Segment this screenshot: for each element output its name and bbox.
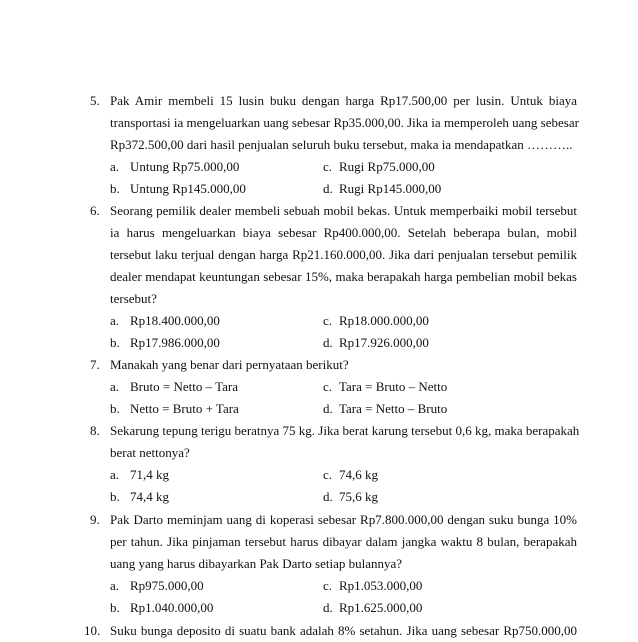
question-text-line: berat nettonya? [110, 445, 190, 460]
option-d: d. Tara = Netto – Bruto [323, 401, 448, 416]
question-text-line: Pak Darto meminjam uang di koperasi sebesar Rp7.800.000,00 dengan suku bunga 10% [110, 512, 577, 527]
option-d: d. Rugi Rp145.000,00 [323, 181, 442, 196]
question-text-line: Pak Amir membeli 15 lusin buku dengan harga Rp17.500,00 per lusin. Untuk biaya [110, 93, 577, 108]
option-b: b. Netto = Bruto + Tara [110, 401, 239, 416]
option-a: a. Untung Rp75.000,00 [110, 159, 240, 174]
question-text-line: tersebut laku terjual dengan harga Rp21.160.000,00. Jika dari penjualan tersebut pemilik [110, 247, 577, 262]
question-text-line: Suku bunga deposito di suatu bank adalah 8% setahun. Jika uang sebesar Rp750.000,00 [110, 623, 577, 638]
question-text-line: ia harus mengeluarkan biaya sebesar Rp400.000,00. Setelah beberapa bulan, mobil [110, 225, 577, 240]
question-number: 9. [90, 512, 100, 527]
option-a: a. Rp975.000,00 [110, 578, 204, 593]
option-d: d. 75,6 kg [323, 489, 378, 504]
option-b: b. Untung Rp145.000,00 [110, 181, 246, 196]
option-c: c. Rp1.053.000,00 [323, 578, 423, 593]
option-a: a. 71,4 kg [110, 467, 169, 482]
question-text-line: Seorang pemilik dealer membeli sebuah mobil bekas. Untuk memperbaiki mobil tersebut [110, 203, 577, 218]
question-text-line: transportasi ia mengeluarkan uang sebesar Rp35.000,00. Jika ia memperoleh uang sebesar [110, 115, 579, 130]
question-text-line: Manakah yang benar dari pernyataan berikut? [110, 357, 349, 372]
question-number: 10. [84, 623, 101, 638]
question-text-line: dealer mendapat keuntungan sebesar 15%, maka berapakah harga pembelian mobil bekas [110, 269, 577, 284]
option-c: c. Tara = Bruto – Netto [323, 379, 448, 394]
option-d: d. Rp1.625.000,00 [323, 600, 423, 615]
option-b: b. 74,4 kg [110, 489, 169, 504]
question-text-line: Sekarung tepung terigu beratnya 75 kg. Jika berat karung tersebut 0,6 kg, maka berapakah [110, 423, 580, 438]
option-a: a. Bruto = Netto – Tara [110, 379, 238, 394]
question-text-line: Rp372.500,00 dari hasil penjualan seluruh buku tersebut, maka ia mendapatkan ……….. [110, 137, 573, 152]
option-d: d. Rp17.926.000,00 [323, 335, 429, 350]
question-number: 5. [90, 93, 100, 108]
option-a: a. Rp18.400.000,00 [110, 313, 220, 328]
option-c: c. Rp18.000.000,00 [323, 313, 429, 328]
question-number: 6. [90, 203, 100, 218]
question-number: 8. [90, 423, 100, 438]
option-b: b. Rp17.986.000,00 [110, 335, 220, 350]
question-text-line: uang yang harus dibayarkan Pak Darto setiap bulannya? [110, 556, 403, 571]
option-c: c. 74,6 kg [323, 467, 378, 482]
option-b: b. Rp1.040.000,00 [110, 600, 214, 615]
question-number: 7. [90, 357, 100, 372]
question-text-line: per tahun. Jika pinjaman tersebut harus dibayar dalam jangka waktu 8 bulan, berapakah [110, 534, 577, 549]
question-text-line: tersebut? [110, 291, 157, 306]
option-c: c. Rugi Rp75.000,00 [323, 159, 435, 174]
